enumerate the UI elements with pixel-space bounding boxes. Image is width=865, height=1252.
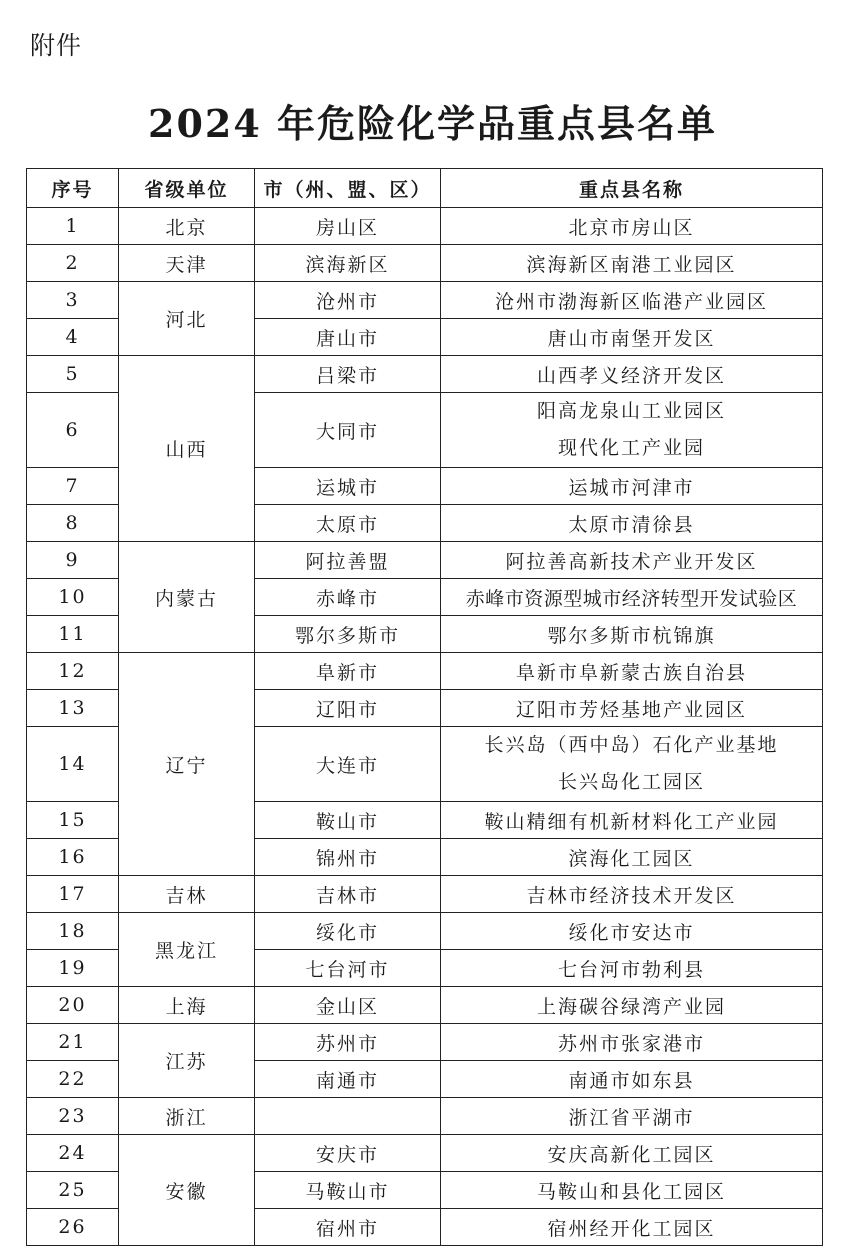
county-line: 长兴岛化工园区 (557, 771, 705, 793)
header-province: 省级单位 (119, 169, 255, 208)
cell-city: 绥化市 (255, 913, 441, 950)
cell-seq: 26 (27, 1209, 119, 1246)
cell-seq: 21 (27, 1024, 119, 1061)
cell-province: 河北 (119, 282, 255, 356)
cell-province: 内蒙古 (119, 542, 255, 653)
cell-city: 大连市 (255, 727, 441, 802)
cell-county: 绥化市安达市 (441, 913, 823, 950)
cell-seq: 9 (27, 542, 119, 579)
cell-seq: 15 (27, 802, 119, 839)
cell-county: 滨海新区南港工业园区 (441, 245, 823, 282)
cell-city: 苏州市 (255, 1024, 441, 1061)
cell-city: 锦州市 (255, 839, 441, 876)
cell-province: 黑龙江 (119, 913, 255, 987)
cell-county: 浙江省平湖市 (441, 1098, 823, 1135)
cell-county: 苏州市张家港市 (441, 1024, 823, 1061)
table-row (27, 1135, 823, 1172)
cell-county: 唐山市南堡开发区 (441, 319, 823, 356)
cell-city: 鄂尔多斯市 (255, 616, 441, 653)
cell-county: 安庆高新化工园区 (441, 1135, 823, 1172)
cell-city: 吕梁市 (255, 356, 441, 393)
table-row (27, 542, 823, 579)
cell-city: 房山区 (255, 208, 441, 245)
cell-seq: 5 (27, 356, 119, 393)
cell-county: 北京市房山区 (441, 208, 823, 245)
table-row (27, 913, 823, 950)
cell-city: 运城市 (255, 468, 441, 505)
cell-county: 宿州经开化工园区 (441, 1209, 823, 1246)
cell-seq: 7 (27, 468, 119, 505)
cell-province: 安徽 (119, 1135, 255, 1246)
cell-county: 运城市河津市 (441, 468, 823, 505)
cell-province: 北京 (119, 208, 255, 245)
cell-city: 七台河市 (255, 950, 441, 987)
cell-city: 滨海新区 (255, 245, 441, 282)
table-row (27, 987, 823, 1024)
header-city: 市（州、盟、区） (255, 169, 441, 208)
cell-seq: 22 (27, 1061, 119, 1098)
header-seq: 序号 (27, 169, 119, 208)
cell-county: 吉林市经济技术开发区 (441, 876, 823, 913)
attachment-label: 附件 (30, 31, 83, 60)
table-row (27, 1024, 823, 1061)
table-row (27, 208, 823, 245)
cell-seq: 18 (27, 913, 119, 950)
cell-seq: 6 (27, 393, 119, 468)
cell-city: 赤峰市 (255, 579, 441, 616)
cell-seq: 1 (27, 208, 119, 245)
cell-county: 滨海化工园区 (441, 839, 823, 876)
cell-city: 安庆市 (255, 1135, 441, 1172)
table-row (27, 245, 823, 282)
cell-county: 马鞍山和县化工园区 (441, 1172, 823, 1209)
cell-seq: 13 (27, 690, 119, 727)
cell-seq: 24 (27, 1135, 119, 1172)
cell-city: 阿拉善盟 (255, 542, 441, 579)
cell-province: 山西 (119, 356, 255, 542)
cell-seq: 17 (27, 876, 119, 913)
cell-county: 辽阳市芳烃基地产业园区 (441, 690, 823, 727)
cell-seq: 14 (27, 727, 119, 802)
cell-province: 浙江 (119, 1098, 255, 1135)
cell-city: 辽阳市 (255, 690, 441, 727)
cell-seq: 23 (27, 1098, 119, 1135)
cell-county: 阿拉善高新技术产业开发区 (441, 542, 823, 579)
cell-county: 七台河市勃利县 (441, 950, 823, 987)
cell-province: 吉林 (119, 876, 255, 913)
cell-county (441, 393, 823, 468)
cell-county: 阜新市阜新蒙古族自治县 (441, 653, 823, 690)
cell-seq: 2 (27, 245, 119, 282)
cell-province: 江苏 (119, 1024, 255, 1098)
cell-city: 沧州市 (255, 282, 441, 319)
cell-city: 宿州市 (255, 1209, 441, 1246)
cell-seq: 8 (27, 505, 119, 542)
cell-province: 天津 (119, 245, 255, 282)
cell-city: 金山区 (255, 987, 441, 1024)
cell-seq: 16 (27, 839, 119, 876)
cell-seq: 10 (27, 579, 119, 616)
table-row (27, 876, 823, 913)
county-line: 现代化工产业园 (557, 437, 705, 459)
cell-seq: 3 (27, 282, 119, 319)
cell-province: 辽宁 (119, 653, 255, 876)
table-row (27, 653, 823, 690)
cell-city (255, 1098, 441, 1135)
cell-county: 鄂尔多斯市杭锦旗 (441, 616, 823, 653)
cell-county: 沧州市渤海新区临港产业园区 (441, 282, 823, 319)
cell-city: 南通市 (255, 1061, 441, 1098)
cell-county: 赤峰市资源型城市经济转型开发试验区 (441, 579, 823, 616)
cell-seq: 25 (27, 1172, 119, 1209)
cell-county: 南通市如东县 (441, 1061, 823, 1098)
cell-city: 大同市 (255, 393, 441, 468)
cell-county: 山西孝义经济开发区 (441, 356, 823, 393)
cell-county: 太原市清徐县 (441, 505, 823, 542)
cell-city: 阜新市 (255, 653, 441, 690)
header-county: 重点县名称 (441, 169, 823, 208)
cell-county (441, 727, 823, 802)
cell-seq: 11 (27, 616, 119, 653)
cell-county: 上海碳谷绿湾产业园 (441, 987, 823, 1024)
cell-province: 上海 (119, 987, 255, 1024)
county-line: 长兴岛（西中岛）石化产业基地 (484, 734, 779, 756)
cell-city: 鞍山市 (255, 802, 441, 839)
table-row (27, 356, 823, 393)
cell-seq: 20 (27, 987, 119, 1024)
document-title: 2024 年危险化学品重点县名单 (148, 101, 717, 146)
cell-city: 马鞍山市 (255, 1172, 441, 1209)
table-header-row (27, 169, 823, 208)
cell-county: 鞍山精细有机新材料化工产业园 (441, 802, 823, 839)
cell-seq: 12 (27, 653, 119, 690)
table-row (27, 282, 823, 319)
county-table (26, 168, 823, 1246)
cell-city: 吉林市 (255, 876, 441, 913)
table-row (27, 1098, 823, 1135)
cell-city: 唐山市 (255, 319, 441, 356)
county-line: 阳高龙泉山工业园区 (536, 400, 726, 422)
cell-city: 太原市 (255, 505, 441, 542)
cell-seq: 4 (27, 319, 119, 356)
cell-seq: 19 (27, 950, 119, 987)
